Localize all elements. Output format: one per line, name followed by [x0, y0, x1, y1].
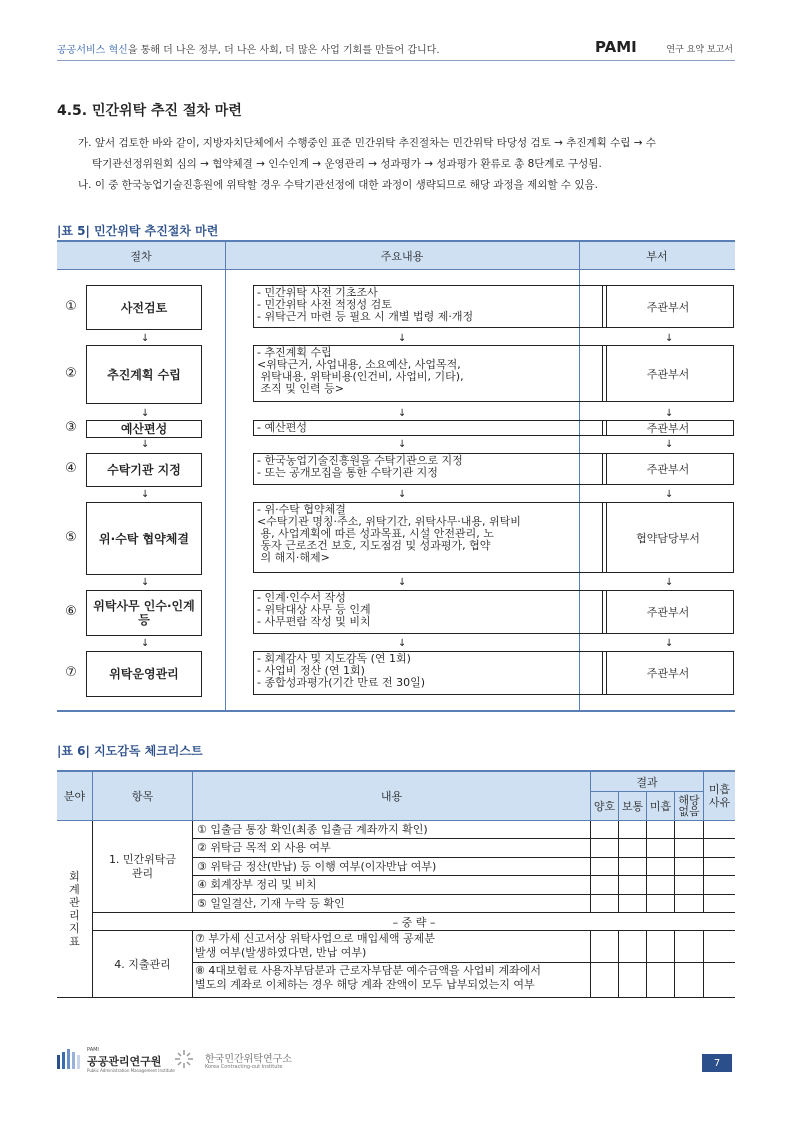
step-content-line: - 회계감사 및 지도감독 (연 1회): [257, 652, 411, 665]
paragraph-ga-line1: 가. 앞서 검토한 바와 같이, 지방자치단체에서 수행중인 표준 민간위탁 추진절차는 민간위탁 타당성 검토 → 추진계획 수립 → 수: [78, 137, 657, 149]
flow-arrow: ↓: [665, 408, 674, 419]
step-content-line: - 또는 공개모집을 통한 수탁기관 지정: [257, 466, 438, 479]
table5-header-procedure: 절차: [130, 250, 152, 263]
result-cell: [647, 931, 675, 963]
reason-cell: [704, 839, 735, 857]
step-name: 위·수탁 협약체결: [86, 502, 202, 575]
table6-header-item: 항목: [93, 772, 193, 821]
footer-logo1-sub: Public Administration Management Institute: [87, 1068, 175, 1073]
step-content-line: - 종합성과평가(기간 만료 전 30일): [257, 676, 426, 689]
step-content-line: 조직 및 인력 등>: [257, 382, 344, 395]
step-content-line: - 인계·인수서 작성: [257, 591, 346, 604]
section-title: 4.5. 민간위탁 추진 절차 마련: [57, 103, 242, 119]
footer-logo2-name: 한국민간위탁연구소: [205, 1054, 292, 1065]
result-cell: [619, 821, 647, 839]
reason-cell: [704, 858, 735, 876]
result-cell: [647, 876, 675, 894]
checklist-row: ④ 회계장부 정리 및 비치: [193, 876, 591, 894]
table6-header-good: 양호: [591, 792, 619, 821]
checklist-row: ② 위탁금 목적 외 사용 여부: [193, 839, 591, 857]
slogan-highlight: 공공서비스 혁신: [57, 45, 128, 56]
table5: [57, 240, 735, 712]
footer-logos: [57, 1047, 317, 1081]
footer-logo1-name: 공공관리연구원: [87, 1055, 162, 1068]
result-cell: [591, 821, 619, 839]
flow-arrow: ↓: [141, 333, 150, 344]
step-dept: 주관부서: [602, 651, 734, 695]
flow-arrow: ↓: [398, 638, 407, 649]
table5-header-content: 주요내용: [380, 250, 424, 263]
footer-logo1-small: PAMI: [87, 1047, 99, 1053]
flow-arrow: ↓: [141, 577, 150, 588]
flow-arrow: ↓: [398, 439, 407, 450]
step-dept: 주관부서: [602, 345, 734, 402]
step-dept: 주관부서: [602, 420, 734, 436]
flow-arrow: ↓: [141, 638, 150, 649]
result-cell: [591, 895, 619, 913]
result-cell: [647, 858, 675, 876]
step-number: ①: [65, 298, 77, 314]
result-cell: [591, 963, 619, 997]
result-cell: [591, 858, 619, 876]
page-number: 7: [702, 1054, 732, 1072]
slogan-rest: 을 통해 더 나은 정부, 더 나은 사회, 더 많은 사업 기회를 만들어 갑니다.: [127, 45, 440, 56]
reason-cell: [704, 876, 735, 894]
flow-arrow: ↓: [398, 408, 407, 419]
flow-arrow: ↓: [398, 489, 407, 500]
table5-caption: |표 5| 민간위탁 추진절차 마련: [57, 224, 219, 238]
result-cell: [591, 876, 619, 894]
step-content: [253, 285, 607, 328]
paragraph-na: 나. 이 중 한국농업기술진흥원에 위탁할 경우 수탁기관선정에 대한 과정이 생략되므로 해당 과정을 제외할 수 있음.: [78, 179, 598, 191]
flow-arrow: ↓: [141, 439, 150, 450]
table6-header-poor: 미흡: [647, 792, 675, 821]
footer-logo2-sub: Korea Contracting-out Institute: [205, 1064, 283, 1070]
result-cell: [591, 839, 619, 857]
step-name: 사전검토: [86, 285, 202, 330]
step-number: ⑥: [65, 604, 77, 619]
result-cell: [675, 839, 704, 857]
step-content-line: 동자 근로조건 보호, 지도점검 및 성과평가, 협약: [257, 539, 491, 552]
checklist-row: ① 입출금 통장 확인(최종 입출금 계좌까지 확인): [193, 821, 591, 839]
step-number: ④: [65, 461, 77, 476]
step-name: 추진계획 수립: [86, 345, 202, 404]
flow-arrow: ↓: [665, 638, 674, 649]
page-header: [57, 36, 735, 61]
step-number: ②: [65, 365, 77, 381]
table6-header-reason: 미흡 사유: [704, 772, 735, 821]
step-content-line: - 한국농업기술진흥원을 수탁기관으로 지정: [257, 454, 463, 467]
result-cell: [647, 821, 675, 839]
step-content-line: - 위탁근거 마련 등 필요 시 개별 법령 제·개정: [257, 310, 474, 323]
checklist-row: ⑤ 일일결산, 기재 누락 등 확인: [193, 895, 591, 913]
step-content: [253, 453, 607, 485]
step-content: [253, 420, 607, 436]
step-content-line: - 사업비 정산 (연 1회): [257, 664, 365, 677]
checklist-row: ⑦ 부가세 신고서상 위탁사업으로 매입세액 공제분 발생 여부(발생하였다면, 반납 여부): [193, 931, 591, 963]
result-cell: [675, 963, 704, 997]
table5-divider: [225, 242, 226, 710]
checklist-row: ③ 위탁금 정산(반납) 등 이행 여부(이자반납 여부): [193, 858, 591, 876]
step-content-line: - 사무편람 작성 및 비치: [257, 615, 371, 628]
step-content-line: - 추진계획 수립: [257, 346, 332, 359]
flow-arrow: ↓: [141, 408, 150, 419]
result-cell: [675, 895, 704, 913]
table6-field-name: 회 계 관 리 지 표: [57, 821, 93, 997]
table6-header-content: 내용: [193, 772, 591, 821]
omitted-row: – 중 략 –: [93, 913, 735, 931]
step-number: ⑤: [65, 529, 77, 545]
result-cell: [619, 858, 647, 876]
step-content: [253, 590, 607, 634]
result-cell: [675, 931, 704, 963]
table6-header-normal: 보통: [619, 792, 647, 821]
header-brand: PAMI: [595, 38, 637, 56]
step-name: 수탁기관 지정: [86, 453, 202, 487]
checklist-item-name: 4. 지출관리: [93, 931, 193, 997]
flow-arrow: ↓: [665, 577, 674, 588]
reason-cell: [704, 821, 735, 839]
table6-header-field: 분야: [57, 772, 93, 821]
step-content-line: 위탁내용, 위탁비용(인건비, 사업비, 기타),: [257, 370, 464, 383]
step-content: [253, 345, 607, 402]
flow-arrow: ↓: [665, 439, 674, 450]
result-cell: [619, 895, 647, 913]
result-cell: [647, 839, 675, 857]
flow-arrow: ↓: [398, 333, 407, 344]
header-slogan: [57, 41, 440, 56]
result-cell: [675, 876, 704, 894]
paragraph-ga: [78, 133, 738, 175]
step-number: ⑦: [65, 665, 77, 680]
result-cell: [591, 931, 619, 963]
result-cell: [647, 895, 675, 913]
flow-arrow: ↓: [141, 489, 150, 500]
step-content-line: <위탁근거, 사업내용, 소요예산, 사업목적,: [257, 358, 461, 371]
result-cell: [647, 963, 675, 997]
flow-arrow: ↓: [398, 577, 407, 588]
step-content-line: 의 해지·해제>: [257, 551, 330, 564]
reason-cell: [704, 963, 735, 997]
step-name: 위탁사무 인수·인계 등: [86, 590, 202, 636]
step-content-line: - 민간위탁 사전 기초조사: [257, 286, 378, 299]
checklist-item-name: 1. 민간위탁금 관리: [93, 821, 193, 913]
step-content-line: - 위탁대상 사무 등 인계: [257, 603, 371, 616]
step-dept: 협약담당부서: [602, 502, 734, 573]
result-cell: [619, 963, 647, 997]
step-dept: 주관부서: [602, 285, 734, 328]
table6-header-result: 결과: [591, 772, 704, 792]
step-name: 위탁운영관리: [86, 651, 202, 697]
result-cell: [675, 858, 704, 876]
table5-header-dept: 부서: [646, 250, 668, 263]
step-content-line: <수탁기관 명칭·주소, 위탁기간, 위탁사무·내용, 위탁비: [257, 515, 521, 528]
reason-cell: [704, 931, 735, 963]
step-dept: 주관부서: [602, 590, 734, 634]
step-content: [253, 502, 607, 573]
step-content-line: - 위·수탁 협약체결: [257, 503, 346, 516]
step-content-line: 용, 사업계획에 따른 성과목표, 시설 안전관리, 노: [257, 527, 494, 540]
table5-header: [57, 242, 735, 270]
step-number: ③: [65, 420, 77, 435]
step-content: [253, 651, 607, 695]
table6: [57, 770, 735, 998]
step-content-line: - 예산편성: [257, 421, 307, 434]
result-cell: [619, 839, 647, 857]
step-dept: 주관부서: [602, 453, 734, 485]
flow-arrow: ↓: [665, 489, 674, 500]
table6-caption: |표 6| 지도감독 체크리스트: [57, 744, 203, 758]
header-report-type: 연구 요약 보고서: [666, 45, 733, 55]
checklist-row: ⑧ 4대보험료 사용자부담분과 근로자부담분 예수금액을 사업비 계좌에서 별도의 계좌로 이체하는 경우 해당 계좌 잔액이 모두 납부되었는지 여부: [193, 963, 591, 997]
paragraph-ga-line2: 탁기관선정위원회 심의 → 협약체결 → 인수인계 → 운영관리 → 성과평가 → 성과평가 환류로 총 8단계로 구성됨.: [92, 158, 602, 170]
table6-header-na: 해당 없음: [675, 792, 704, 821]
result-cell: [675, 821, 704, 839]
step-content-line: - 민간위탁 사전 적정성 검토: [257, 298, 392, 311]
flow-arrow: ↓: [665, 333, 674, 344]
result-cell: [619, 876, 647, 894]
reason-cell: [704, 895, 735, 913]
step-name: 예산편성: [86, 420, 202, 438]
result-cell: [619, 931, 647, 963]
